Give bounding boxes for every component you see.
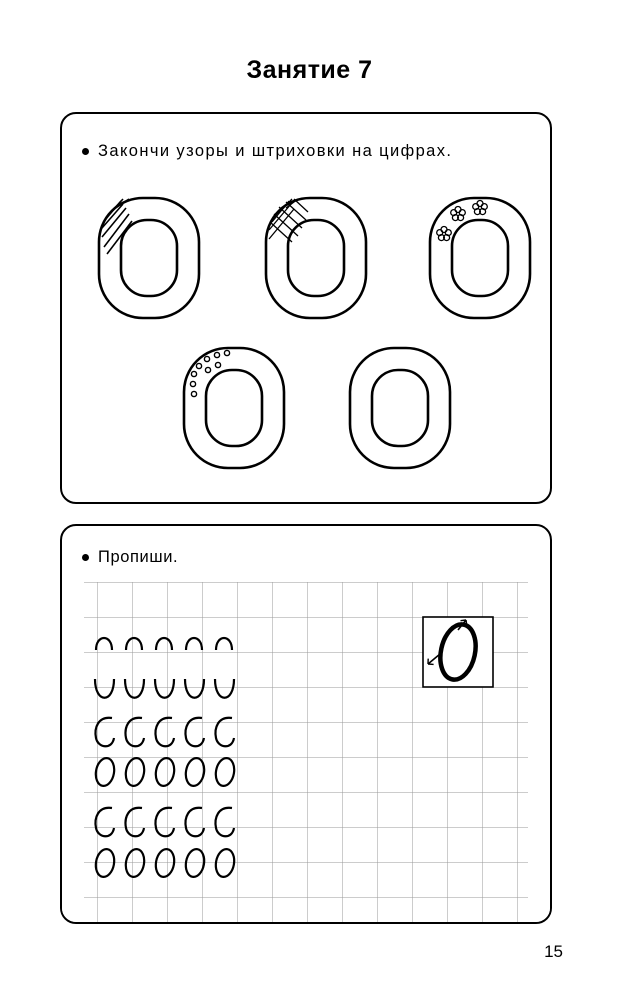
task-instruction-writing-text: Пропиши. bbox=[98, 548, 179, 566]
task-panel-writing bbox=[60, 524, 552, 924]
zero-with-cross-hatching bbox=[260, 192, 372, 324]
digit-zero-stroke-model bbox=[423, 617, 493, 687]
bullet-dot-icon bbox=[82, 554, 89, 561]
zero-with-dots bbox=[178, 342, 290, 474]
bullet-dot-icon bbox=[82, 148, 89, 155]
zero-plain bbox=[344, 342, 456, 474]
task-panel-patterns bbox=[60, 112, 552, 504]
zero-with-flowers bbox=[424, 192, 536, 324]
zero-with-diagonal-hatching bbox=[93, 192, 205, 324]
task-instruction-writing bbox=[82, 548, 178, 567]
task-instruction-patterns bbox=[82, 142, 452, 161]
page-title: Занятие 7 bbox=[246, 56, 373, 84]
grid-paper bbox=[62, 582, 550, 924]
task-instruction-patterns-text: Закончи узоры и штриховки на цифрах. bbox=[98, 142, 453, 160]
page-number: 15 bbox=[544, 942, 563, 961]
